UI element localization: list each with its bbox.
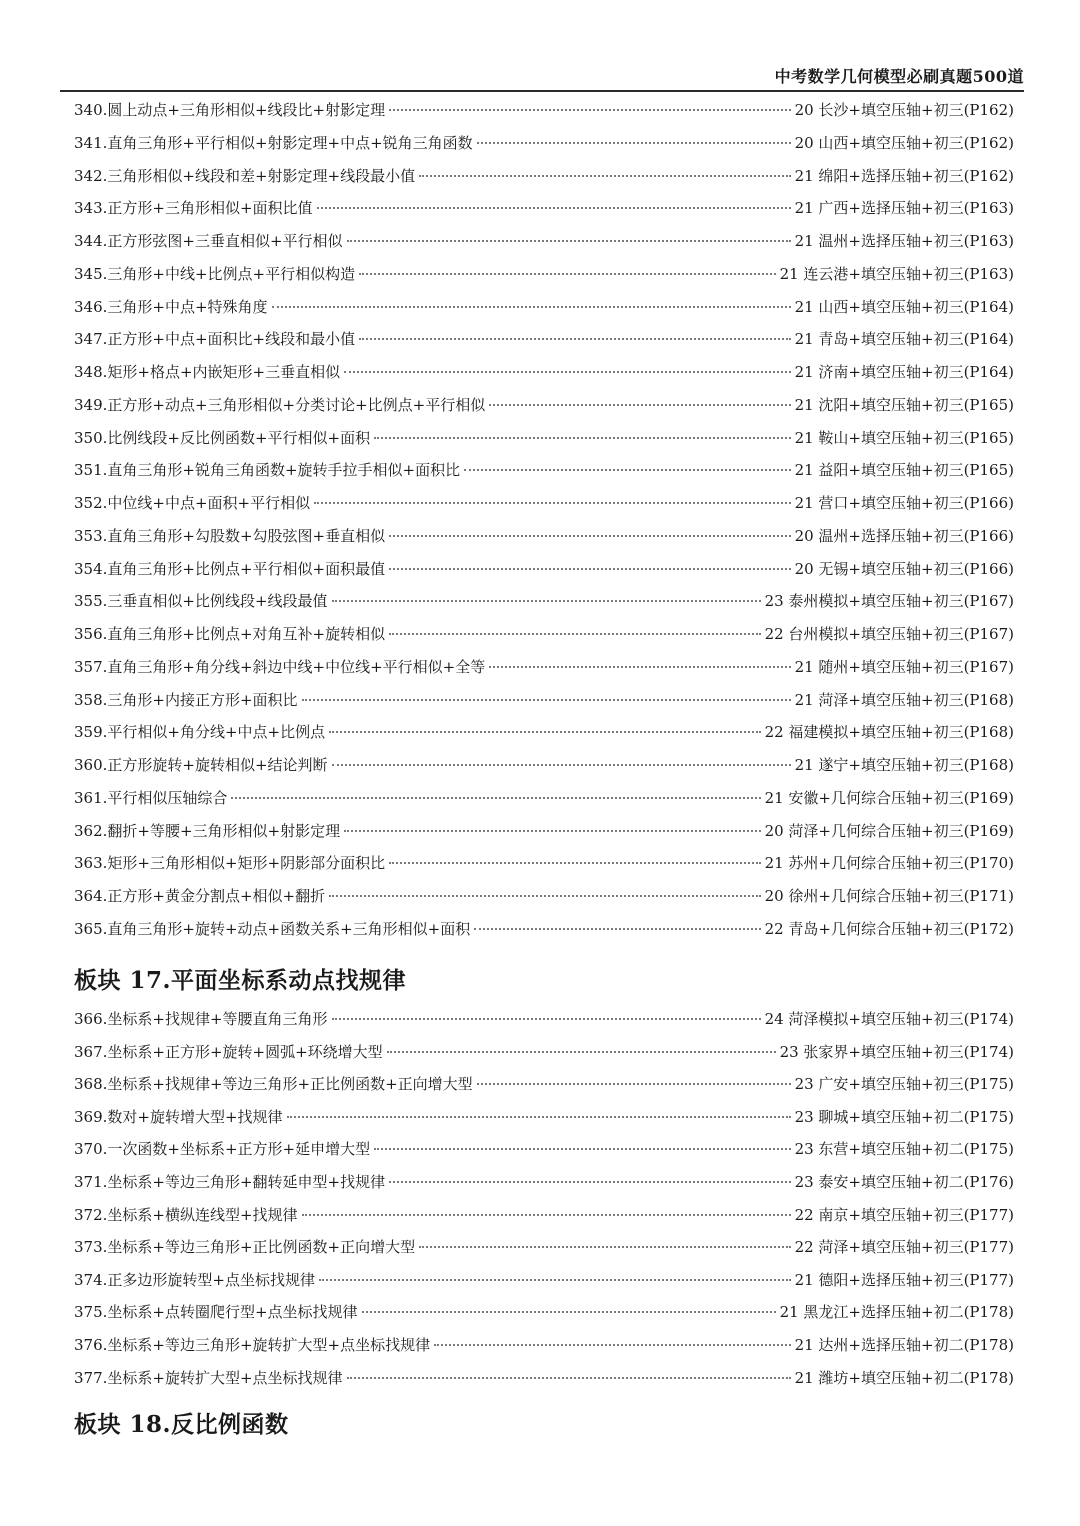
entry-number: 346. — [74, 297, 108, 316]
entry-source: 21 鞍山+填空压轴+初三(P165) — [794, 428, 1014, 447]
toc-entry — [74, 1236, 1014, 1269]
entry-source: 20 山西+填空压轴+初三(P162) — [794, 133, 1014, 152]
entry-source: 21 温州+选择压轴+初三(P163) — [794, 232, 1014, 250]
entry-number: 376. — [74, 1335, 108, 1354]
entry-number: 342. — [74, 166, 108, 185]
entry-topic: 矩形+格点+内嵌矩形+三垂直相似 — [107, 363, 341, 381]
entry-source: 21 山西+填空压轴+初三(P164) — [794, 297, 1014, 316]
entry-number: 361. — [74, 788, 108, 807]
dot-leader — [387, 1051, 776, 1053]
entry-topic: 平行相似压轴综合 — [107, 788, 228, 807]
dot-leader — [332, 600, 761, 602]
entry-number: 347. — [74, 330, 108, 349]
entry-source: 21 德阳+选择压轴+初三(P177) — [794, 1270, 1014, 1289]
entry-number: 360. — [74, 756, 108, 774]
dot-leader — [489, 666, 790, 668]
entry-source: 21 广西+选择压轴+初三(P163) — [794, 199, 1014, 218]
toc-entry — [74, 623, 1014, 656]
dot-leader — [359, 338, 790, 340]
entry-number: 343. — [74, 199, 108, 218]
dot-leader — [302, 1214, 791, 1216]
entry-source: 20 无锡+填空压轴+初三(P166) — [794, 559, 1014, 578]
entry-source: 21 益阳+填空压轴+初三(P165) — [794, 461, 1014, 480]
entry-number: 372. — [74, 1205, 108, 1224]
toc-entry — [74, 754, 1014, 787]
toc-entry — [74, 296, 1014, 329]
toc-entry — [74, 558, 1014, 591]
entry-source: 24 菏泽模拟+填空压轴+初三(P174) — [764, 1010, 1014, 1028]
entry-source: 23 泰安+填空压轴+初二(P176) — [794, 1172, 1014, 1191]
dot-leader — [477, 1083, 791, 1085]
dot-leader — [319, 1279, 791, 1281]
entry-number: 353. — [74, 526, 108, 545]
toc-entry — [74, 721, 1014, 754]
toc-entry — [74, 1106, 1014, 1139]
entry-source: 23 聊城+填空压轴+初二(P175) — [794, 1107, 1014, 1126]
entry-topic: 直角三角形+旋转+动点+函数关系+三角形相似+面积 — [107, 919, 471, 938]
entry-number: 365. — [74, 919, 108, 938]
entry-topic: 翻折+等腰+三角形相似+射影定理 — [107, 821, 341, 840]
entry-number: 344. — [74, 232, 108, 250]
toc-entry — [74, 852, 1014, 885]
entry-topic: 正方形旋转+旋转相似+结论判断 — [107, 756, 328, 774]
entry-topic: 圆上动点+三角形相似+线段比+射影定理 — [107, 101, 386, 119]
entry-number: 345. — [74, 264, 108, 283]
entry-number: 371. — [74, 1172, 108, 1191]
entry-topic: 坐标系+找规律+等腰直角三角形 — [107, 1010, 328, 1028]
entry-topic: 直角三角形+比例点+平行相似+面积最值 — [107, 559, 386, 578]
entry-topic: 中位线+中点+面积+平行相似 — [107, 494, 311, 512]
toc-entry — [74, 787, 1014, 820]
entry-number: 374. — [74, 1270, 108, 1289]
entry-source: 21 青岛+填空压轴+初三(P164) — [794, 330, 1014, 349]
entry-topic: 直角三角形+勾股数+勾股弦图+垂直相似 — [107, 526, 386, 545]
dot-leader — [374, 1148, 790, 1150]
entry-source: 20 长沙+填空压轴+初三(P162) — [794, 101, 1014, 119]
entry-topic: 三角形+内接正方形+面积比 — [107, 690, 298, 709]
entry-number: 377. — [74, 1368, 108, 1387]
entry-number: 356. — [74, 625, 108, 643]
toc-entry — [74, 427, 1014, 460]
entry-number: 352. — [74, 494, 108, 512]
entry-topic: 正方形+三角形相似+面积比值 — [107, 199, 313, 218]
entry-source: 23 东营+填空压轴+初二(P175) — [794, 1140, 1014, 1159]
toc-entry — [74, 1334, 1014, 1367]
entry-number: 368. — [74, 1075, 108, 1094]
entry-topic: 正多边形旋转型+点坐标找规律 — [107, 1270, 315, 1289]
entry-number: 373. — [74, 1238, 108, 1257]
entry-number: 367. — [74, 1042, 108, 1061]
entry-topic: 坐标系+找规律+等边三角形+正比例函数+正向增大型 — [107, 1075, 473, 1094]
entry-source: 21 绵阳+选择压轴+初三(P162) — [794, 166, 1014, 185]
entry-number: 358. — [74, 690, 108, 709]
entry-source: 21 潍坊+填空压轴+初二(P178) — [794, 1368, 1014, 1387]
dot-leader — [329, 895, 760, 897]
entry-number: 340. — [74, 101, 108, 119]
dot-leader — [332, 764, 791, 766]
entry-number: 355. — [74, 592, 108, 611]
toc-entry — [74, 230, 1014, 263]
entry-source: 21 沈阳+填空压轴+初三(P165) — [794, 395, 1014, 414]
toc-entry — [74, 263, 1014, 296]
entry-source: 23 张家界+填空压轴+初三(P174) — [779, 1042, 1014, 1061]
dot-leader — [272, 306, 791, 308]
entry-source: 22 青岛+几何综合压轴+初三(P172) — [764, 919, 1014, 938]
section-heading-18: 板块 18.反比例函数 — [74, 1411, 289, 1438]
entry-source: 21 连云港+填空压轴+初三(P163) — [779, 264, 1014, 283]
entry-source: 21 济南+填空压轴+初三(P164) — [794, 363, 1014, 381]
entry-number: 375. — [74, 1303, 108, 1322]
entry-topic: 正方形+黄金分割点+相似+翻折 — [107, 887, 326, 905]
entry-topic: 直角三角形+锐角三角函数+旋转手拉手相似+面积比 — [107, 461, 461, 480]
entry-source: 20 菏泽+几何综合压轴+初三(P169) — [764, 821, 1014, 840]
entry-topic: 坐标系+等边三角形+旋转扩大型+点坐标找规律 — [107, 1335, 431, 1354]
entry-topic: 坐标系+横纵连线型+找规律 — [107, 1205, 298, 1224]
entry-topic: 三角形+中点+特殊角度 — [107, 297, 268, 316]
dot-leader — [329, 731, 760, 733]
dot-leader — [434, 1344, 790, 1346]
toc-entry — [74, 590, 1014, 623]
entry-source: 20 徐州+几何综合压轴+初三(P171) — [764, 887, 1014, 905]
entry-number: 369. — [74, 1107, 108, 1126]
entry-number: 370. — [74, 1140, 108, 1159]
dot-leader — [477, 142, 791, 144]
entry-number: 366. — [74, 1010, 108, 1028]
toc-entry — [74, 1367, 1014, 1400]
toc-entry — [74, 1041, 1014, 1074]
entry-topic: 直角三角形+角分线+斜边中线+中位线+平行相似+全等 — [107, 657, 486, 676]
toc-entry — [74, 99, 1014, 132]
entry-number: 349. — [74, 395, 108, 414]
entry-number: 357. — [74, 657, 108, 676]
toc-entry — [74, 132, 1014, 165]
entry-number: 359. — [74, 723, 108, 742]
dot-leader — [419, 1246, 790, 1248]
entry-topic: 直角三角形+比例点+对角互补+旋转相似 — [107, 625, 386, 643]
entry-topic: 坐标系+旋转扩大型+点坐标找规律 — [107, 1368, 343, 1387]
dot-leader — [347, 1377, 791, 1379]
toc-entry — [74, 492, 1014, 525]
entry-source: 21 菏泽+填空压轴+初三(P168) — [794, 690, 1014, 709]
entry-source: 23 泰州模拟+填空压轴+初三(P167) — [764, 592, 1014, 611]
dot-leader — [419, 175, 790, 177]
entry-source: 21 营口+填空压轴+初三(P166) — [794, 494, 1014, 512]
dot-leader — [302, 699, 791, 701]
page-header — [60, 62, 1024, 92]
toc-entry — [74, 1008, 1014, 1041]
entry-source: 22 菏泽+填空压轴+初三(P177) — [794, 1238, 1014, 1257]
dot-leader — [389, 1181, 790, 1183]
toc-entry — [74, 394, 1014, 427]
dot-leader — [489, 404, 790, 406]
toc-entry — [74, 1204, 1014, 1237]
entry-topic: 矩形+三角形相似+矩形+阴影部分面积比 — [107, 854, 386, 873]
dot-leader — [374, 437, 790, 439]
entry-source: 21 随州+填空压轴+初三(P167) — [794, 657, 1014, 676]
entry-source: 21 遂宁+填空压轴+初三(P168) — [794, 756, 1014, 774]
toc-entry — [74, 1269, 1014, 1302]
dot-leader — [314, 502, 790, 504]
entry-topic: 正方形+动点+三角形相似+分类讨论+比例点+平行相似 — [107, 395, 486, 414]
dot-leader — [344, 830, 760, 832]
dot-leader — [344, 371, 790, 373]
entry-source: 20 温州+选择压轴+初三(P166) — [794, 526, 1014, 545]
entry-topic: 正方形弦图+三垂直相似+平行相似 — [107, 232, 343, 250]
toc-entry — [74, 328, 1014, 361]
dot-leader — [389, 109, 790, 111]
entry-topic: 坐标系+点转圈爬行型+点坐标找规律 — [107, 1303, 358, 1322]
dot-leader — [464, 469, 790, 471]
entry-source: 22 台州模拟+填空压轴+初三(P167) — [764, 625, 1014, 643]
entry-source: 21 达州+选择压轴+初二(P178) — [794, 1335, 1014, 1354]
dot-leader — [332, 1018, 761, 1020]
entry-number: 362. — [74, 821, 108, 840]
dot-leader — [389, 862, 760, 864]
entry-topic: 三角形相似+线段和差+射影定理+线段最小值 — [107, 166, 416, 185]
running-title: 中考数学几何模型必刷真题500道 — [774, 67, 1024, 86]
entry-source: 22 福建模拟+填空压轴+初三(P168) — [764, 723, 1014, 742]
entry-topic: 坐标系+等边三角形+正比例函数+正向增大型 — [107, 1238, 416, 1257]
toc-list-a — [74, 99, 1014, 951]
section-heading-17: 板块 17.平面坐标系动点找规律 — [74, 967, 407, 994]
entry-source: 22 南京+填空压轴+初三(P177) — [794, 1205, 1014, 1224]
dot-leader — [362, 1311, 776, 1313]
toc-entry — [74, 1138, 1014, 1171]
dot-leader — [389, 535, 790, 537]
entry-source: 21 安徽+几何综合压轴+初三(P169) — [764, 788, 1014, 807]
entry-topic: 坐标系+正方形+旋转+圆弧+环绕增大型 — [107, 1042, 383, 1061]
entry-source: 21 黑龙江+选择压轴+初二(P178) — [779, 1303, 1014, 1322]
entry-source: 21 苏州+几何综合压轴+初三(P170) — [764, 854, 1014, 873]
entry-topic: 直角三角形+平行相似+射影定理+中点+锐角三角函数 — [107, 133, 473, 152]
dot-leader — [347, 240, 791, 242]
dot-leader — [287, 1116, 791, 1118]
toc-entry — [74, 525, 1014, 558]
entry-number: 350. — [74, 428, 108, 447]
entry-number: 363. — [74, 854, 108, 873]
dot-leader — [359, 273, 775, 275]
toc-entry — [74, 1073, 1014, 1106]
dot-leader — [389, 568, 790, 570]
entry-number: 348. — [74, 363, 108, 381]
entry-topic: 平行相似+角分线+中点+比例点 — [107, 723, 326, 742]
entry-topic: 三角形+中线+比例点+平行相似构造 — [107, 264, 356, 283]
dot-leader — [474, 928, 760, 930]
toc-entry — [74, 197, 1014, 230]
entry-topic: 三垂直相似+比例线段+线段最值 — [107, 592, 328, 611]
entry-topic: 一次函数+坐标系+正方形+延申增大型 — [107, 1140, 371, 1159]
dot-leader — [317, 207, 791, 209]
toc-list-b — [74, 1008, 1014, 1399]
entry-number: 341. — [74, 133, 108, 152]
toc-entry — [74, 918, 1014, 951]
toc-entry — [74, 656, 1014, 689]
toc-entry — [74, 885, 1014, 918]
entry-topic: 正方形+中点+面积比+线段和最小值 — [107, 330, 356, 349]
toc-entry — [74, 165, 1014, 198]
entry-topic: 数对+旋转增大型+找规律 — [107, 1107, 283, 1126]
entry-number: 354. — [74, 559, 108, 578]
toc-entry — [74, 820, 1014, 853]
toc-entry — [74, 689, 1014, 722]
toc-entry — [74, 459, 1014, 492]
entry-topic: 比例线段+反比例函数+平行相似+面积 — [107, 428, 371, 447]
entry-source: 23 广安+填空压轴+初三(P175) — [794, 1075, 1014, 1094]
toc-entry — [74, 1301, 1014, 1334]
entry-number: 364. — [74, 887, 108, 905]
entry-number: 351. — [74, 461, 108, 480]
dot-leader — [231, 797, 760, 799]
toc-entry — [74, 361, 1014, 394]
entry-topic: 坐标系+等边三角形+翻转延申型+找规律 — [107, 1172, 386, 1191]
dot-leader — [389, 633, 760, 635]
toc-entry — [74, 1171, 1014, 1204]
